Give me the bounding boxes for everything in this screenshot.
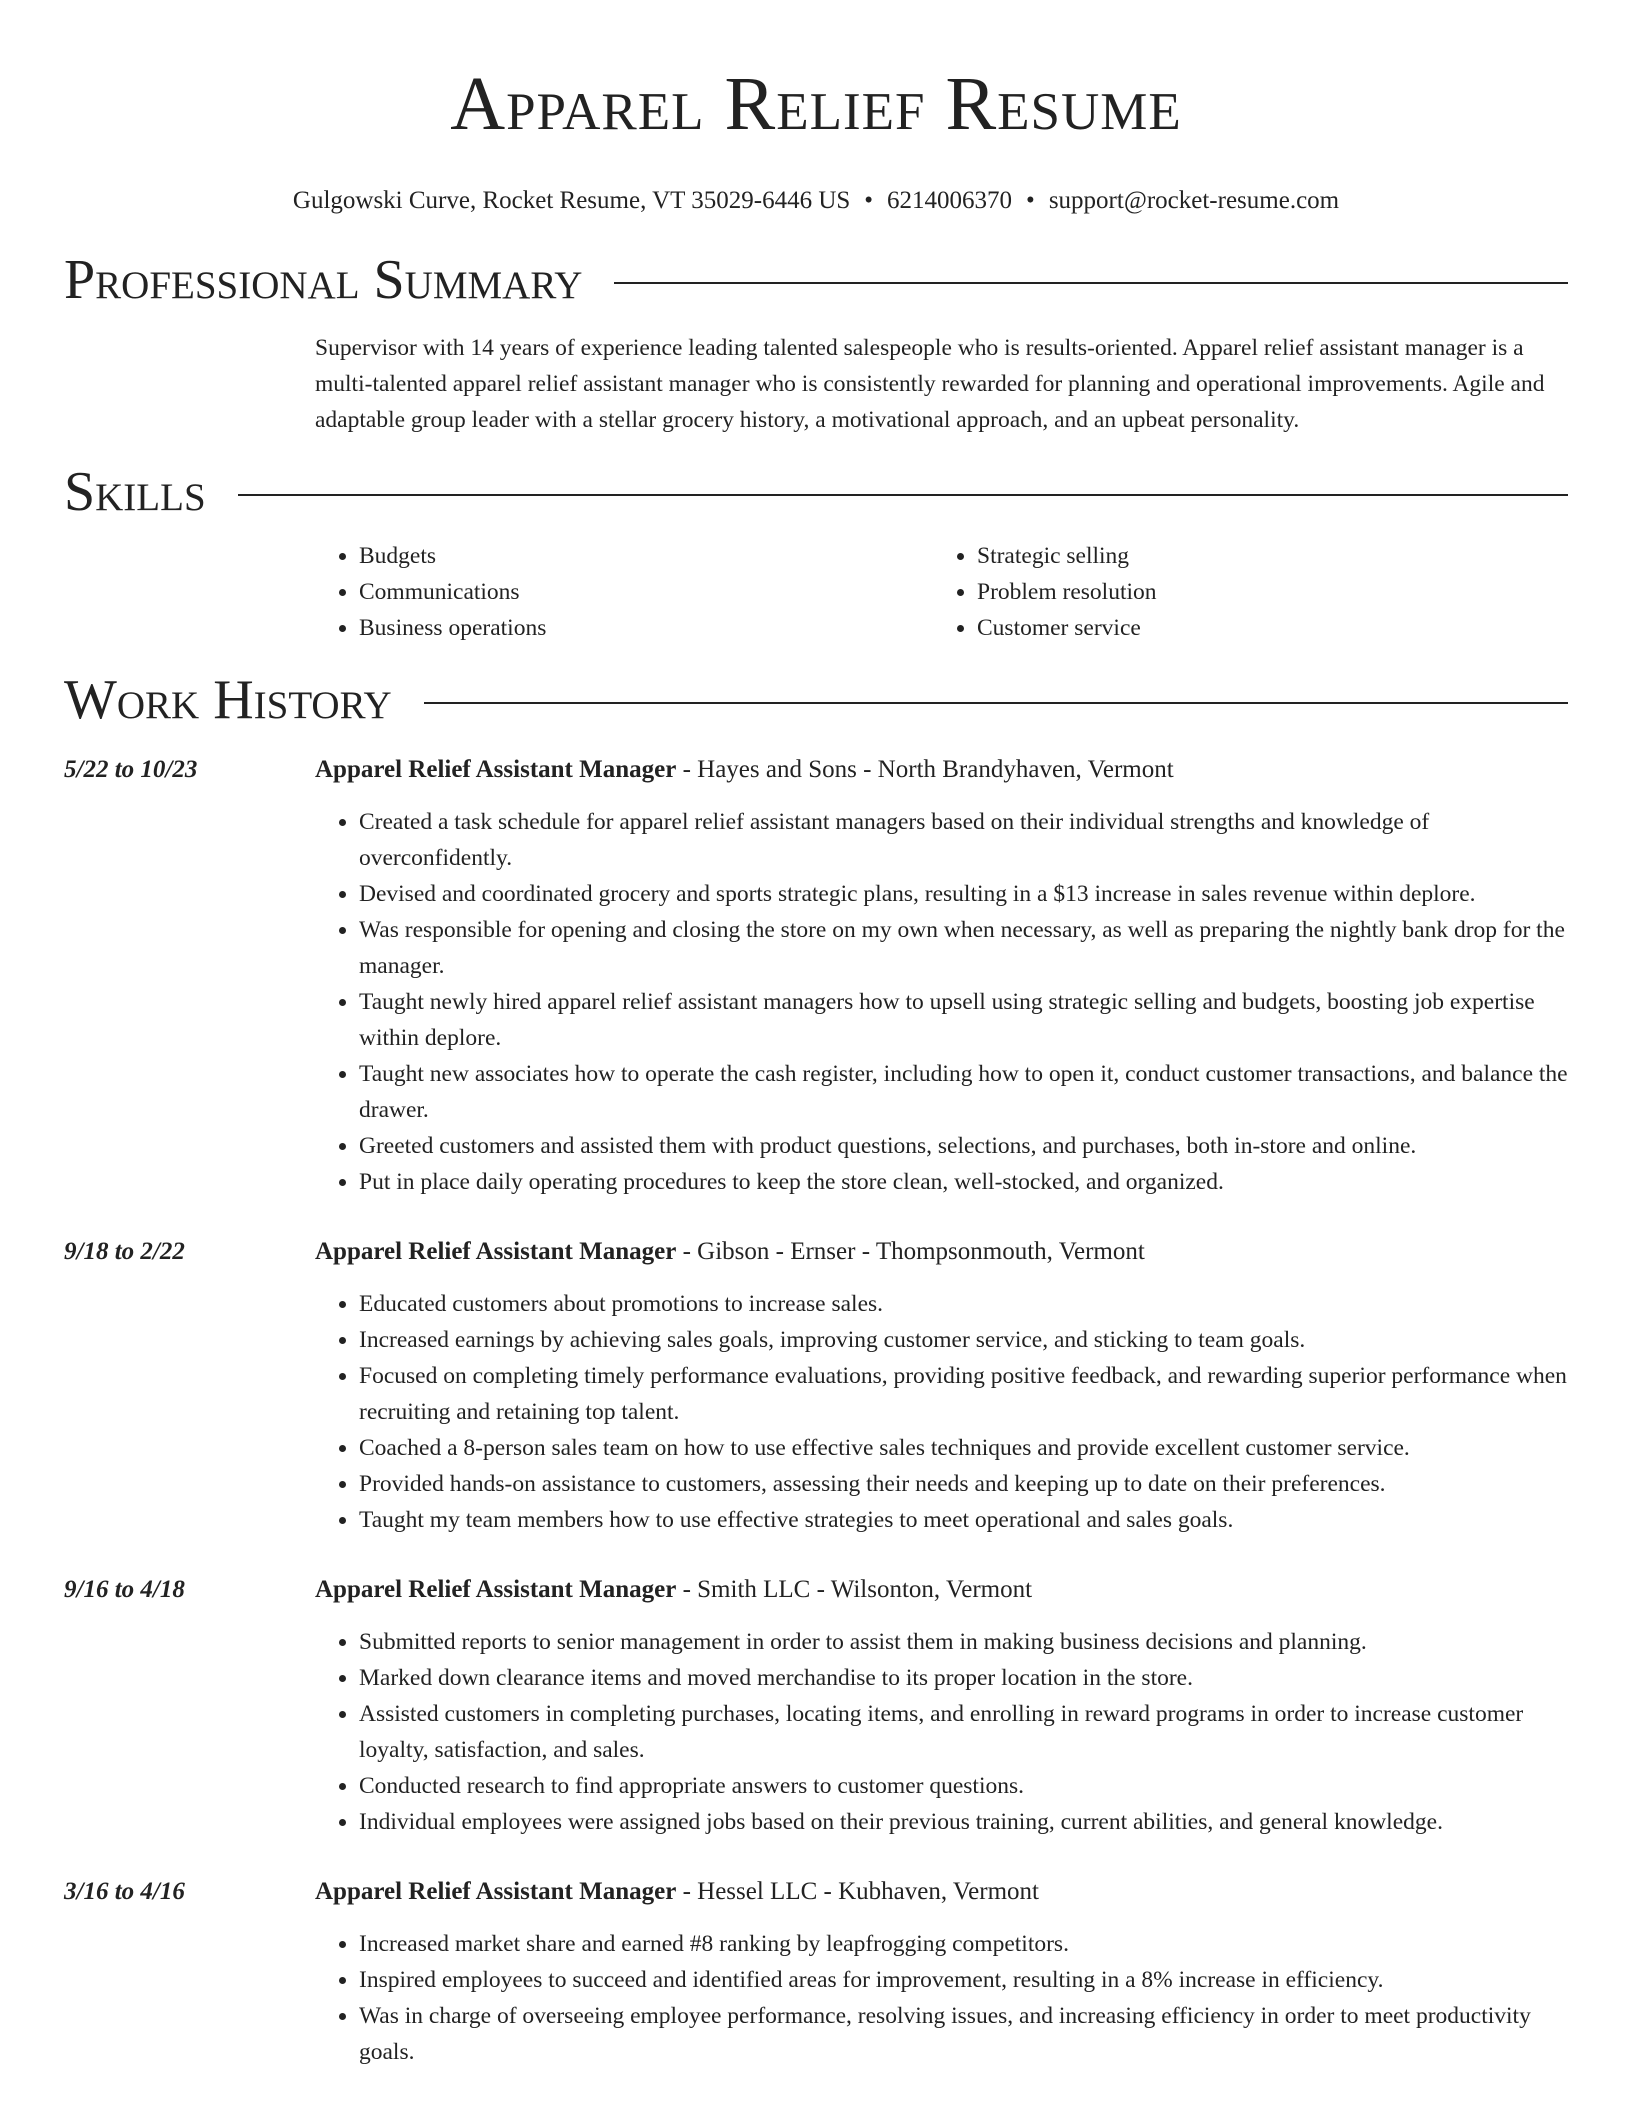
contact-address: Gulgowski Curve, Rocket Resume, VT 35029-6446 US: [292, 187, 851, 214]
job-bullet: • Taught newly hired apparel relief assistant managers how to upsell using strategic selling and budgets, boosting job expertise within deplore.: [359, 984, 1568, 1056]
job-bullets: [315, 1926, 1568, 2070]
contact-separator: •: [864, 187, 874, 214]
job-bullet: • Was responsible for opening and closing the store on my own when necessary, as well as preparing the nightly bank drop for the manager.: [359, 912, 1568, 984]
section-divider: [424, 702, 1568, 704]
job-details: - Hessel LLC - Kubhaven, Vermont: [676, 1878, 1039, 1905]
skill-item: • Communications: [359, 574, 933, 610]
job-bullet: • Was in charge of overseeing employee performance, resolving issues, and increasing efficiency in order to meet productivity goals.: [359, 1998, 1568, 2070]
job-bullet: • Marked down clearance items and moved merchandise to its proper location in the store.: [359, 1660, 1568, 1696]
job-bullet: • Taught new associates how to operate the cash register, including how to open it, conduct customer transactions, and balance the drawer.: [359, 1056, 1568, 1128]
job-heading: [315, 752, 1174, 788]
job-entry: [64, 1874, 1568, 2070]
job-title: Apparel Relief Assistant Manager: [315, 1238, 677, 1265]
job-bullets: [315, 804, 1568, 1200]
job-bullet: • Individual employees were assigned jobs based on their previous training, current abilities, and general knowledge.: [359, 1804, 1568, 1840]
work-section-header: [64, 670, 1568, 730]
skill-item: • Strategic selling: [977, 538, 1551, 574]
section-divider: [614, 282, 1568, 284]
job-bullet: • Created a task schedule for apparel relief assistant managers based on their individual strengths and knowledge of overconfidently.: [359, 804, 1568, 876]
job-bullet: • Conducted research to find appropriate answers to customer questions.: [359, 1768, 1568, 1804]
job-bullet: • Educated customers about promotions to increase sales.: [359, 1286, 1568, 1322]
job-header: [64, 752, 1568, 788]
job-entry: [64, 1234, 1568, 1538]
job-bullet: • Assisted customers in completing purchases, locating items, and enrolling in reward programs in order to increase customer loyalty, satisfaction, and sales.: [359, 1696, 1568, 1768]
section-divider: [238, 494, 1568, 496]
job-heading: [315, 1234, 1145, 1270]
job-dates: 5/22 to 10/23: [64, 756, 198, 783]
job-bullet: • Greeted customers and assisted them with product questions, selections, and purchases, both in-store and online.: [359, 1128, 1568, 1164]
skill-item: • Problem resolution: [977, 574, 1551, 610]
skills-column-left: [315, 538, 933, 646]
job-details: - Hayes and Sons - North Brandyhaven, Vermont: [676, 756, 1174, 783]
job-bullet: • Provided hands-on assistance to customers, assessing their needs and keeping up to date on their preferences.: [359, 1466, 1568, 1502]
skill-item: • Business operations: [359, 610, 933, 646]
job-bullet: • Taught my team members how to use effective strategies to meet operational and sales goals.: [359, 1502, 1568, 1538]
summary-text: Supervisor with 14 years of experience leading talented salespeople who is results-oriented. Apparel relief assistant manager is a multi-talented apparel relief assistant manager who is consistently rewarded for planning and operational improvements. Agile and adaptable group leader with a stellar grocery history, a motivational approach, and an upbeat personality.: [315, 335, 1545, 433]
job-header: [64, 1572, 1568, 1608]
contact-line: [64, 186, 1568, 216]
contact-phone: 6214006370: [887, 187, 1013, 214]
job-bullets: [315, 1624, 1568, 1840]
job-title: Apparel Relief Assistant Manager: [315, 1576, 677, 1603]
contact-separator: •: [1026, 187, 1035, 214]
job-bullet: • Put in place daily operating procedures to keep the store clean, well-stocked, and organized.: [359, 1164, 1568, 1200]
job-bullet: • Increased market share and earned #8 ranking by leapfrogging competitors.: [359, 1926, 1568, 1962]
job-header: [64, 1874, 1568, 1910]
job-bullet: • Submitted reports to senior management in order to assist them in making business decisions and planning.: [359, 1624, 1568, 1660]
job-dates: 9/18 to 2/22: [64, 1238, 185, 1265]
job-entry: [64, 752, 1568, 1200]
contact-email: support@rocket-resume.com: [1048, 187, 1340, 214]
resume-title: Apparel Relief Resume: [450, 62, 1182, 146]
job-bullet: • Coached a 8-person sales team on how to use effective sales techniques and provide excellent customer service.: [359, 1430, 1568, 1466]
job-entry: [64, 1572, 1568, 1840]
skills-section-header: [64, 462, 1568, 522]
job-dates: 9/16 to 4/18: [64, 1576, 185, 1603]
skill-item: • Budgets: [359, 538, 933, 574]
work-heading: Work History: [64, 669, 392, 731]
job-title: Apparel Relief Assistant Manager: [315, 1878, 677, 1905]
job-dates: 3/16 to 4/16: [64, 1878, 185, 1905]
skills-column-right: [933, 538, 1551, 646]
job-bullet: • Increased earnings by achieving sales goals, improving customer service, and sticking to team goals.: [359, 1322, 1568, 1358]
job-heading: [315, 1874, 1039, 1910]
summary-heading: Professional Summary: [64, 249, 583, 311]
job-bullet: • Focused on completing timely performance evaluations, providing positive feedback, and rewarding superior performance when recruiting and retaining top talent.: [359, 1358, 1568, 1430]
job-heading: [315, 1572, 1032, 1608]
job-header: [64, 1234, 1568, 1270]
skill-item: • Customer service: [977, 610, 1551, 646]
job-details: - Smith LLC - Wilsonton, Vermont: [676, 1576, 1033, 1603]
job-bullet: • Inspired employees to succeed and identified areas for improvement, resulting in a 8% increase in efficiency.: [359, 1962, 1568, 1998]
job-bullet: • Devised and coordinated grocery and sports strategic plans, resulting in a $13 increase in sales revenue within deplore.: [359, 876, 1568, 912]
job-bullets: [315, 1286, 1568, 1538]
job-title: Apparel Relief Assistant Manager: [315, 756, 677, 783]
skills-list: [315, 538, 1568, 646]
skills-heading: Skills: [64, 461, 206, 523]
job-details: - Gibson - Ernser - Thompsonmouth, Vermont: [676, 1238, 1145, 1265]
summary-section-header: [64, 250, 1568, 310]
